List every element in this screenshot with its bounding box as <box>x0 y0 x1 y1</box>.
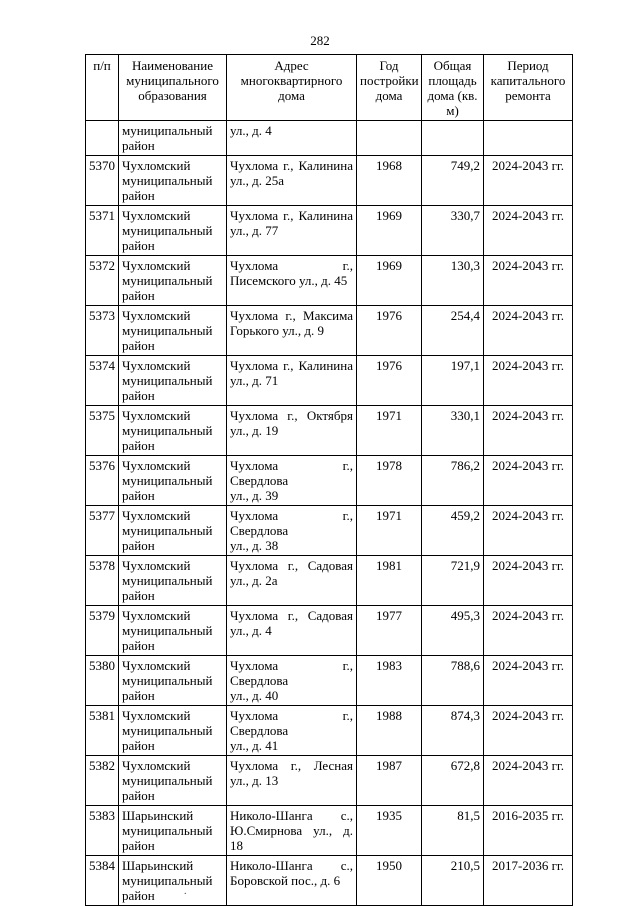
table-row <box>86 406 573 456</box>
cell-period: 2024-2043 гг. <box>484 706 573 756</box>
cell-year: 1971 <box>357 506 422 556</box>
address-line-1: Чухлома г., Садовая <box>230 558 353 573</box>
address-line-2: ул., д. 25а <box>230 173 285 188</box>
cell-municipality: Шарьинский муниципальный район <box>119 806 227 856</box>
address-line-2: ул., д. 19 <box>230 423 279 438</box>
cell-municipality: Чухломский муниципальный район <box>119 156 227 206</box>
table-row <box>86 356 573 406</box>
cell-year: 1976 <box>357 356 422 406</box>
cell-period: 2024-2043 гг. <box>484 356 573 406</box>
cell-area: 330,1 <box>422 406 484 456</box>
cell-municipality: Чухломский муниципальный район <box>119 756 227 806</box>
cell-year: 1987 <box>357 756 422 806</box>
address-line-2: ул., д. 4 <box>230 623 272 638</box>
cell-address <box>227 156 357 206</box>
cell-area: 459,2 <box>422 506 484 556</box>
cell-period: 2024-2043 гг. <box>484 456 573 506</box>
cell-year: 1976 <box>357 306 422 356</box>
cell-year: 1968 <box>357 156 422 206</box>
address-line-1: Чухлома г., Свердлова <box>230 458 353 488</box>
address-line-1: Чухлома г., Максима <box>230 308 353 323</box>
cell-municipality: Чухломский муниципальный район <box>119 606 227 656</box>
cell-address <box>227 656 357 706</box>
address-line-2: Боровской пос., д. 6 <box>230 873 341 888</box>
cell-num: 5373 <box>86 306 119 356</box>
address-line-1: Чухлома г., Садовая <box>230 608 353 623</box>
address-line-2: ул., д. 13 <box>230 773 279 788</box>
header-num: п/п <box>86 55 119 121</box>
cell-area: 874,3 <box>422 706 484 756</box>
address-line-1: Чухлома г., Калинина <box>230 358 353 373</box>
cell-address <box>227 706 357 756</box>
address-line-2: ул., д. 40 <box>230 688 279 703</box>
cell-address <box>227 356 357 406</box>
table-row <box>86 606 573 656</box>
cell-num: 5378 <box>86 556 119 606</box>
header-municipality: Наименование муниципального образования <box>119 55 227 121</box>
page-number: 282 <box>310 33 330 48</box>
header-area: Общая площадь дома (кв. м) <box>422 55 484 121</box>
table-row <box>86 856 573 906</box>
cell-address <box>227 606 357 656</box>
cell-num: 5382 <box>86 756 119 806</box>
cell-municipality: Чухломский муниципальный район <box>119 206 227 256</box>
address-line-2: Ю.Смирнова ул., д. 18 <box>230 823 353 853</box>
housing-registry-table <box>85 54 573 906</box>
cell-area <box>422 121 484 156</box>
address-line-2: Горького ул., д. 9 <box>230 323 324 338</box>
cell-address <box>227 206 357 256</box>
cell-year: 1988 <box>357 706 422 756</box>
cell-period: 2024-2043 гг. <box>484 656 573 706</box>
table-row <box>86 706 573 756</box>
cell-municipality: Чухломский муниципальный район <box>119 656 227 706</box>
address-line-1: Николо-Шанга с., <box>230 808 353 823</box>
address-line-1: Чухлома г., Калинина <box>230 208 353 223</box>
address-line-1: Чухлома г., Свердлова <box>230 658 353 688</box>
cell-area: 130,3 <box>422 256 484 306</box>
table-row <box>86 156 573 206</box>
table-row <box>86 506 573 556</box>
cell-num: 5381 <box>86 706 119 756</box>
cell-num: 5374 <box>86 356 119 406</box>
cell-area: 197,1 <box>422 356 484 406</box>
cell-address <box>227 256 357 306</box>
cell-year: 1969 <box>357 206 422 256</box>
cell-num: 5380 <box>86 656 119 706</box>
cell-municipality: Чухломский муниципальный район <box>119 556 227 606</box>
cell-period: 2024-2043 гг. <box>484 406 573 456</box>
cell-address <box>227 806 357 856</box>
cell-year <box>357 121 422 156</box>
cell-year: 1969 <box>357 256 422 306</box>
cell-municipality: Чухломский муниципальный район <box>119 256 227 306</box>
cell-area: 254,4 <box>422 306 484 356</box>
table-row <box>86 806 573 856</box>
cell-address <box>227 556 357 606</box>
table-row <box>86 256 573 306</box>
table-row <box>86 556 573 606</box>
cell-num: 5383 <box>86 806 119 856</box>
cell-municipality: Чухломский муниципальный район <box>119 506 227 556</box>
cell-year: 1971 <box>357 406 422 456</box>
cell-num: 5372 <box>86 256 119 306</box>
address-line-2: ул., д. 41 <box>230 738 279 753</box>
cell-address <box>227 406 357 456</box>
cell-num: 5370 <box>86 156 119 206</box>
cell-period: 2024-2043 гг. <box>484 756 573 806</box>
cell-year: 1935 <box>357 806 422 856</box>
cell-year: 1978 <box>357 456 422 506</box>
footer-mark: . <box>184 886 187 897</box>
header-address: Адрес многоквартирного дома <box>227 55 357 121</box>
cell-period: 2024-2043 гг. <box>484 556 573 606</box>
table-header-row <box>86 55 573 121</box>
cell-year: 1983 <box>357 656 422 706</box>
cell-period <box>484 121 573 156</box>
cell-period: 2024-2043 гг. <box>484 256 573 306</box>
table-row <box>86 756 573 806</box>
cell-municipality: Чухломский муниципальный район <box>119 306 227 356</box>
cell-address <box>227 456 357 506</box>
cell-period: 2017-2036 гг. <box>484 856 573 906</box>
table-row <box>86 456 573 506</box>
cell-municipality: Чухломский муниципальный район <box>119 706 227 756</box>
cell-num: 5377 <box>86 506 119 556</box>
cell-year: 1981 <box>357 556 422 606</box>
cell-num: 5371 <box>86 206 119 256</box>
cell-year: 1950 <box>357 856 422 906</box>
cell-municipality: Чухломский муниципальный район <box>119 356 227 406</box>
cell-municipality: Шарьинский муниципальный район <box>119 856 227 906</box>
cell-period: 2024-2043 гг. <box>484 506 573 556</box>
address-line-1: Чухлома г., Лесная <box>230 758 353 773</box>
cell-address <box>227 756 357 806</box>
address-line-2: Писемского ул., д. 45 <box>230 273 348 288</box>
address-line-2: ул., д. 2а <box>230 573 278 588</box>
cell-num: 5379 <box>86 606 119 656</box>
table-row <box>86 206 573 256</box>
address-line-2: ул., д. 39 <box>230 488 279 503</box>
cell-num <box>86 121 119 156</box>
cell-address: ул., д. 4 <box>227 121 357 156</box>
address-line-1: Чухлома г., Свердлова <box>230 508 353 538</box>
address-line-1: Николо-Шанга с., <box>230 858 353 873</box>
cell-municipality: муниципальный район <box>119 121 227 156</box>
address-line-1: Чухлома г., <box>230 258 353 273</box>
address-line-1: Чухлома г., Октября <box>230 408 353 423</box>
cell-period: 2016-2035 гг. <box>484 806 573 856</box>
cell-address <box>227 856 357 906</box>
address-line-2: ул., д. 77 <box>230 223 279 238</box>
cell-num: 5376 <box>86 456 119 506</box>
cell-area: 81,5 <box>422 806 484 856</box>
cell-period: 2024-2043 гг. <box>484 306 573 356</box>
cell-address <box>227 506 357 556</box>
header-year: Год постройки дома <box>357 55 422 121</box>
cell-period: 2024-2043 гг. <box>484 606 573 656</box>
cell-year: 1977 <box>357 606 422 656</box>
table-row <box>86 306 573 356</box>
address-line-2: ул., д. 38 <box>230 538 279 553</box>
cell-num: 5384 <box>86 856 119 906</box>
cell-address <box>227 306 357 356</box>
continuation-row <box>86 121 573 156</box>
address-line-1: Чухлома г., Калинина <box>230 158 353 173</box>
cell-area: 495,3 <box>422 606 484 656</box>
cell-area: 672,8 <box>422 756 484 806</box>
cell-area: 721,9 <box>422 556 484 606</box>
cell-municipality: Чухломский муниципальный район <box>119 456 227 506</box>
address-line-2: ул., д. 71 <box>230 373 279 388</box>
cell-period: 2024-2043 гг. <box>484 156 573 206</box>
cell-municipality: Чухломский муниципальный район <box>119 406 227 456</box>
cell-area: 788,6 <box>422 656 484 706</box>
cell-num: 5375 <box>86 406 119 456</box>
address-line-1: Чухлома г., Свердлова <box>230 708 353 738</box>
cell-area: 786,2 <box>422 456 484 506</box>
cell-area: 210,5 <box>422 856 484 906</box>
cell-area: 330,7 <box>422 206 484 256</box>
cell-area: 749,2 <box>422 156 484 206</box>
table-row <box>86 656 573 706</box>
header-period: Период капитального ремонта <box>484 55 573 121</box>
cell-period: 2024-2043 гг. <box>484 206 573 256</box>
